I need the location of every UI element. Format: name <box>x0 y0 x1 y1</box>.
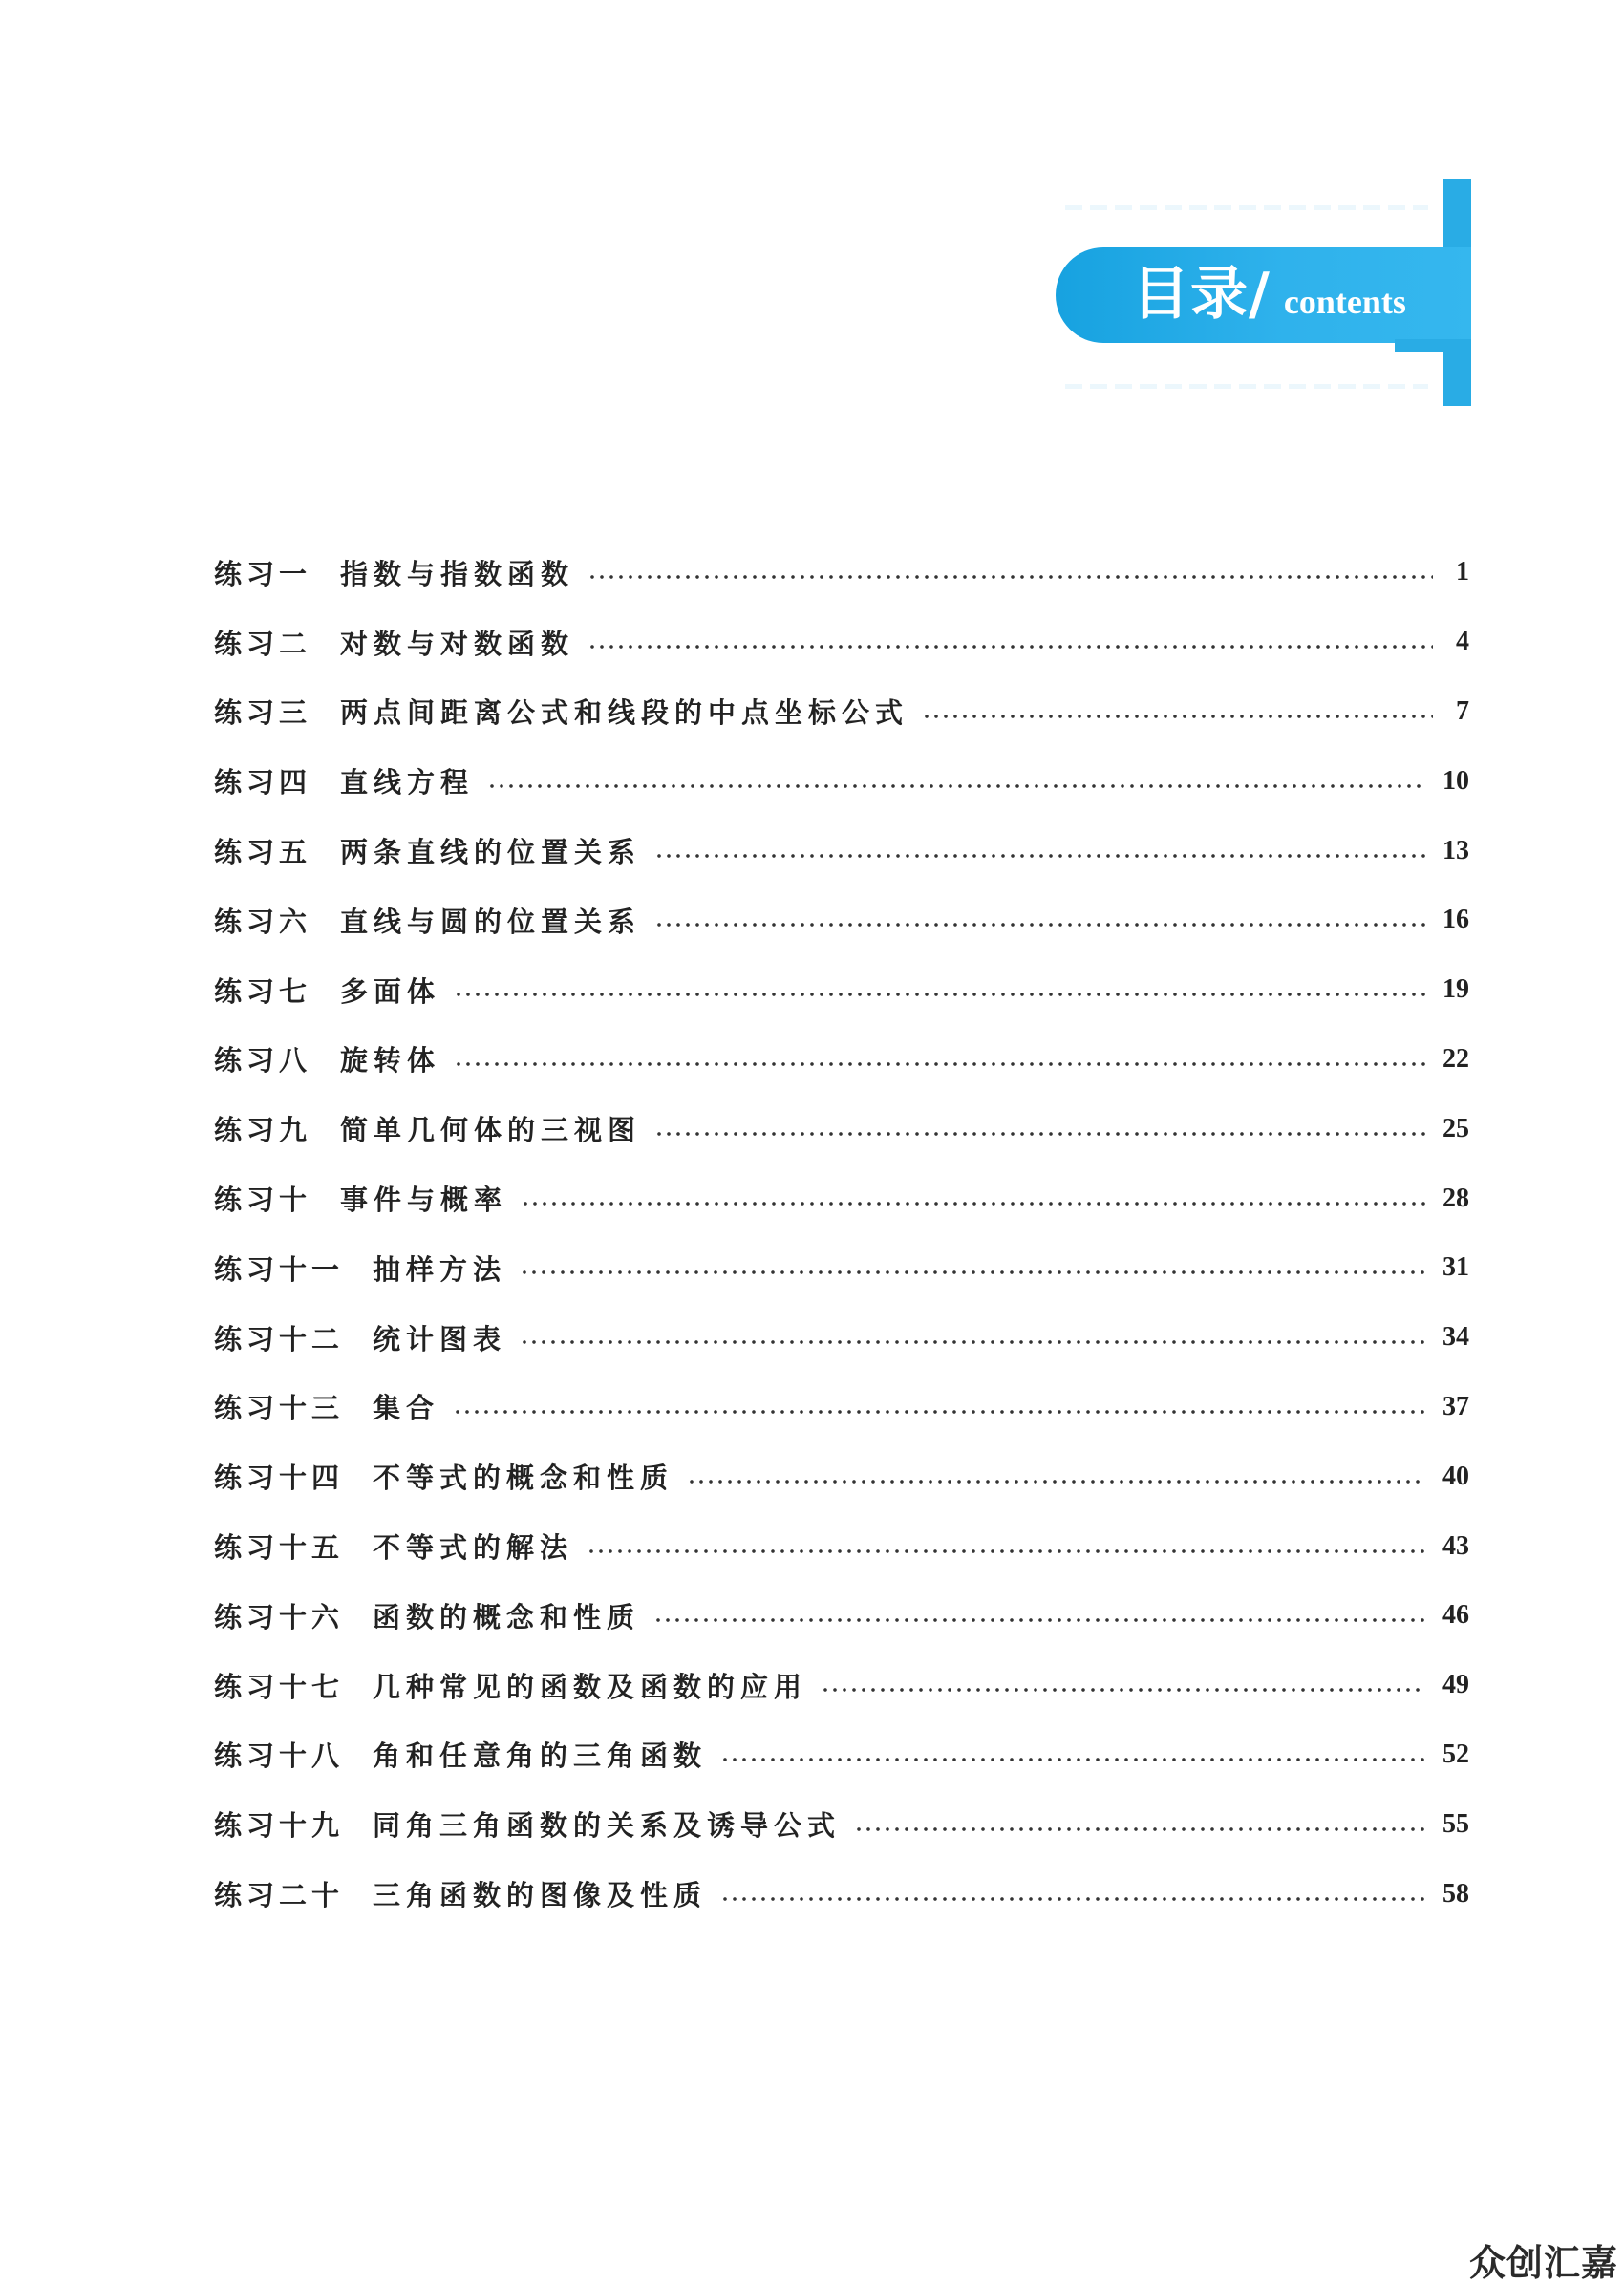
toc-entry-number: 练习二 <box>214 627 312 660</box>
toc-entry-page: 19 <box>1442 974 1469 1005</box>
dot-leader <box>453 1410 1425 1414</box>
toc-entry-number: 练习八 <box>214 1044 312 1078</box>
toc-entry[interactable] <box>214 1651 1469 1720</box>
toc-entry[interactable] <box>214 816 1469 886</box>
toc-entry-title: 事件与概率 <box>340 1184 508 1217</box>
toc-entry-page: 10 <box>1442 765 1469 796</box>
toc-entry-number: 练习十八 <box>214 1740 345 1773</box>
toc-entry-title: 对数与对数函数 <box>340 627 575 660</box>
toc-entry-page: 43 <box>1442 1530 1469 1561</box>
toc-entry[interactable] <box>214 746 1469 816</box>
toc-entry-page: 1 <box>1456 557 1469 587</box>
toc-entry-page: 31 <box>1442 1252 1469 1283</box>
toc-entry-title: 两点间距离公式和线段的中点坐标公式 <box>340 696 909 730</box>
toc-entry-page: 40 <box>1442 1461 1469 1491</box>
toc-entry[interactable] <box>214 1373 1469 1442</box>
toc-entry-number: 练习十二 <box>214 1322 345 1355</box>
toc-entry-page: 46 <box>1442 1600 1469 1631</box>
toc-entry-number: 练习十 <box>214 1184 312 1217</box>
toc-entry-number: 练习十四 <box>214 1462 345 1495</box>
toc-entry-title: 直线方程 <box>340 766 475 800</box>
toc-entry[interactable] <box>214 1094 1469 1163</box>
dot-leader <box>720 1758 1425 1761</box>
toc-entry-title: 指数与指数函数 <box>340 557 575 590</box>
toc-entry-title: 角和任意角的三角函数 <box>373 1740 708 1773</box>
dot-leader <box>821 1688 1425 1692</box>
dot-leader <box>654 923 1425 927</box>
toc-entry-number: 练习十三 <box>214 1392 345 1425</box>
toc-entry-title: 简单几何体的三视图 <box>340 1114 642 1147</box>
dot-leader <box>521 1202 1425 1206</box>
table-of-contents <box>214 538 1469 1929</box>
toc-entry[interactable] <box>214 1581 1469 1651</box>
toc-entry[interactable] <box>214 955 1469 1025</box>
toc-entry[interactable] <box>214 886 1469 955</box>
banner-decoration-top <box>1065 205 1428 210</box>
toc-entry-page: 37 <box>1442 1391 1469 1421</box>
toc-entry[interactable] <box>214 1789 1469 1859</box>
toc-entry[interactable] <box>214 1441 1469 1511</box>
toc-entry-number: 练习十九 <box>214 1809 345 1843</box>
toc-entry-number: 练习六 <box>214 905 312 938</box>
toc-entry-page: 55 <box>1442 1808 1469 1839</box>
watermark: 众创汇嘉 <box>1469 2242 1619 2284</box>
toc-entry-title: 旋转体 <box>340 1044 441 1078</box>
toc-entry-page: 7 <box>1456 695 1469 726</box>
dot-leader <box>520 1340 1425 1344</box>
toc-entry-page: 13 <box>1442 835 1469 865</box>
dot-leader <box>588 645 1433 649</box>
toc-entry[interactable] <box>214 538 1469 608</box>
toc-entry[interactable] <box>214 1859 1469 1929</box>
toc-entry-page: 34 <box>1442 1322 1469 1353</box>
toc-entry-title: 两条直线的位置关系 <box>340 836 642 869</box>
toc-entry-title: 多面体 <box>340 974 441 1008</box>
toc-entry[interactable] <box>214 1025 1469 1095</box>
toc-entry-page: 58 <box>1442 1878 1469 1909</box>
dot-leader <box>922 715 1433 718</box>
toc-entry-number: 练习一 <box>214 557 312 590</box>
toc-entry-number: 练习十五 <box>214 1531 345 1565</box>
toc-entry-page: 49 <box>1442 1670 1469 1700</box>
toc-entry-title: 不等式的概念和性质 <box>373 1462 674 1495</box>
toc-entry[interactable] <box>214 677 1469 747</box>
toc-entry[interactable] <box>214 1511 1469 1581</box>
dot-leader <box>454 993 1425 996</box>
toc-entry[interactable] <box>214 1303 1469 1373</box>
dot-leader <box>454 1062 1425 1066</box>
dot-leader <box>720 1897 1425 1901</box>
dot-leader <box>654 854 1425 858</box>
toc-entry[interactable] <box>214 1163 1469 1233</box>
toc-entry[interactable] <box>214 608 1469 677</box>
dot-leader <box>587 1549 1425 1553</box>
toc-entry-title: 三角函数的图像及性质 <box>373 1879 708 1912</box>
toc-entry-number: 练习十六 <box>214 1600 345 1633</box>
toc-entry-title: 统计图表 <box>373 1322 507 1355</box>
dot-leader <box>654 1132 1425 1136</box>
toc-entry-number: 练习五 <box>214 836 312 869</box>
page-title-en: contents <box>1283 283 1406 321</box>
toc-entry-number: 练习七 <box>214 974 312 1008</box>
toc-entry-title: 集合 <box>373 1392 440 1425</box>
banner-accent-notch <box>1395 339 1471 352</box>
toc-entry[interactable] <box>214 1720 1469 1790</box>
toc-entry-number: 练习三 <box>214 696 312 730</box>
toc-entry-number: 练习九 <box>214 1114 312 1147</box>
toc-entry-number: 练习四 <box>214 766 312 800</box>
toc-entry[interactable] <box>214 1233 1469 1303</box>
banner-decoration-bottom <box>1065 384 1428 389</box>
dot-leader <box>487 784 1425 788</box>
toc-entry-page: 16 <box>1442 905 1469 935</box>
toc-entry-number: 练习十一 <box>214 1252 345 1286</box>
toc-entry-title: 直线与圆的位置关系 <box>340 905 642 938</box>
page-title <box>1132 256 1406 332</box>
dot-leader <box>520 1270 1425 1274</box>
toc-entry-title: 抽样方法 <box>373 1252 507 1286</box>
toc-entry-title: 函数的概念和性质 <box>373 1600 641 1633</box>
toc-entry-page: 28 <box>1442 1183 1469 1213</box>
dot-leader <box>588 575 1433 579</box>
toc-entry-number: 练习二十 <box>214 1879 345 1912</box>
dot-leader <box>687 1480 1425 1484</box>
toc-entry-title: 不等式的解法 <box>373 1531 574 1565</box>
toc-entry-page: 25 <box>1442 1113 1469 1143</box>
dot-leader <box>854 1827 1425 1831</box>
toc-entry-page: 22 <box>1442 1043 1469 1074</box>
toc-entry-number: 练习十七 <box>214 1670 345 1703</box>
dot-leader <box>653 1618 1425 1622</box>
toc-entry-title: 同角三角函数的关系及诱导公式 <box>373 1809 842 1843</box>
toc-entry-page: 52 <box>1442 1739 1469 1769</box>
page-title-cn: 目录/ <box>1132 261 1271 328</box>
toc-entry-title: 几种常见的函数及函数的应用 <box>373 1670 808 1703</box>
toc-entry-page: 4 <box>1456 627 1469 657</box>
